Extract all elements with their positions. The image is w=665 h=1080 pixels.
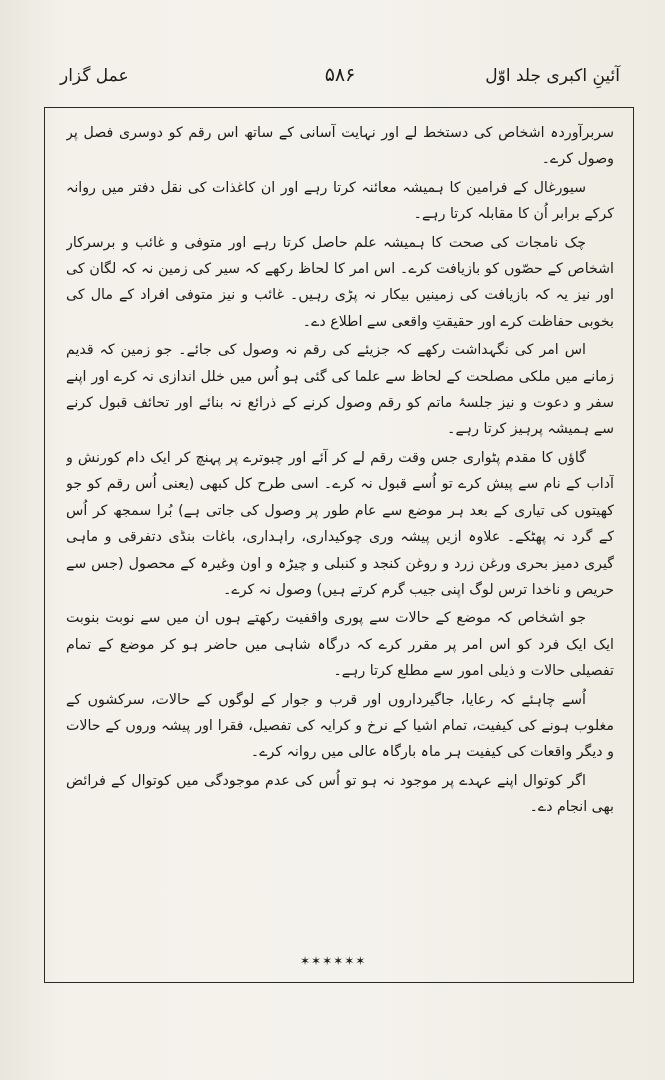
paragraph: اس امر کی نگہداشت رکھے کہ جزیئے کی رقم نہ وصول کی جائے۔ جو زمین کہ قدیم زمانے میں ملکی مصلحت کے لحاظ سے علما کی گئی ہو اُس میں خلل اندازی نہ کرے اور اپنے سفر و دعوت و نیز جلسۂ ماتم کو رقم وصول کرنے کے ذرائع نہ بنائے اور تحائف قبول کرنے سے ہمیشہ پرہیز کرتا رہے۔ <box>66 342 614 438</box>
book-title: آئینِ اکبری جلد اوّل <box>485 66 620 86</box>
body-text <box>66 120 614 960</box>
paragraph: سیورغال کے فرامین کا ہمیشہ معائنہ کرتا رہے اور ان کاغذات کی نقل دفتر میں روانہ کرکے برابر اُن کا مقابلہ کرتا رہے۔ <box>66 179 614 223</box>
paragraph: جو اشخاص کہ موضع کے حالات سے پوری واقفیت رکھتے ہوں ان میں سے نوبت بنوبت ایک ایک فرد کو اس امر پر مقرر کرے کہ درگاہ شاہی میں حاضر ہو کر موضع کے تمام تفصیلی حالات و ذیلی امور سے مطلع کرتا رہے۔ <box>66 610 614 680</box>
paragraph: چک نامجات کی صحت کا ہمیشہ علم حاصل کرتا رہے اور متوفی و غائب و برسرکار اشخاص کے حصّوں کو بازیافت کرے۔ اس امر کا لحاظ رکھے کہ سیر کی زمین نہ کہ لگان کی اور نیز یہ کہ بازیافت کی زمینیں بیکار نہ پڑی رہیں۔ غائب و نیز متوفی افراد کے مال کی بخوبی حفاظت کرے اور حقیقتِ واقعی سے اطلاع دے۔ <box>66 234 614 330</box>
paragraph: گاؤں کا مقدم پٹواری جس وقت رقم لے کر آئے اور چبوترے پر پہنچ کر ایک دام کورنش و آداب کے نام سے پیش کرے تو اُسے قبول نہ کرے۔ اسی طرح کل کبھی (یعنی اُس رقم کو جو کھیتوں کی تیاری کے بعد ہر موضع سے عام طور پر وصول کی جاتی ہے) بُرا سمجھ کر اُس کے گرد نہ پھٹکے۔ علاوہ ازیں پیشہ وری چوکیداری، راہداری، باغات بنڈی دتفرقی و ماہی گیری دمیز بحری ورغن زرد و روغن کنجد و کنبلی و چیڑہ و اون وغیرہ کے محصول (جس سے حریص و ناخدا ترس لوگ اپنی جیب گرم کرتے ہیں) وصول نہ کرے۔ <box>66 449 614 598</box>
page-header <box>60 62 620 92</box>
end-ornament: ✶✶✶✶✶✶ <box>300 954 367 968</box>
paragraph: سربرآوردہ اشخاص کی دستخط لے اور نہایت آسانی کے ساتھ اس رقم کو دوسری فصل پر وصول کرے۔ <box>66 125 614 168</box>
page-number: ۵۸۶ <box>324 64 356 86</box>
section-title: عمل گزار <box>60 66 129 86</box>
paragraph: اگر کوتوال اپنے عہدے پر موجود نہ ہو تو اُس کی عدم موجودگی میں کوتوال کے فرائض بھی انجام دے۔ <box>66 772 614 816</box>
paragraph: اُسے چاہئے کہ رعایا، جاگیرداروں اور قرب و جوار کے لوگوں کے حالات، سرکشوں کے مغلوب ہونے کی کیفیت، تمام اشیا کے نرخ و کرایہ کی تفصیل، فقرا اور پیشہ وروں کے حالات و دیگر واقعات کی کیفیت ہر ماہ بارگاہ عالی میں روانہ کرے۔ <box>66 691 614 761</box>
